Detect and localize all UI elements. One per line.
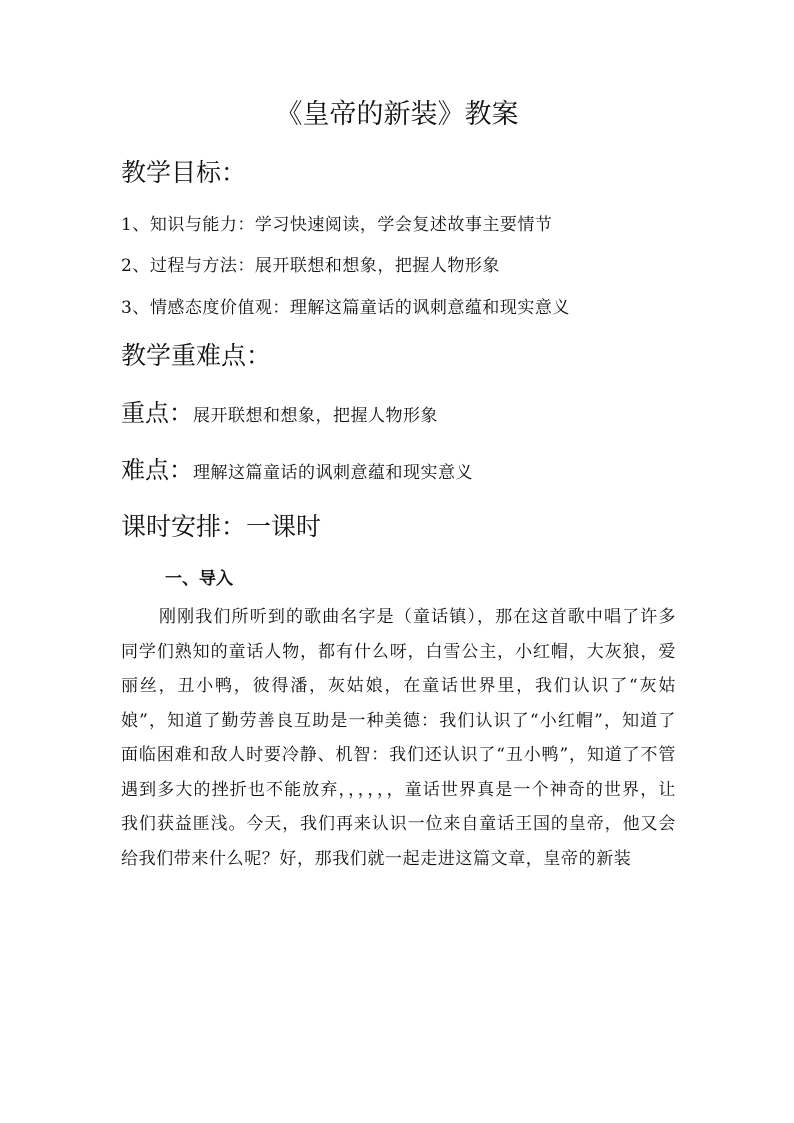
key-points-heading: 教学重难点： [121,341,272,370]
objective-item-2: 2、过程与方法：展开联想和想象，把握人物形象 [121,256,500,276]
objectives-heading: 教学目标： [121,158,247,187]
document-title: 《皇帝的新装》教案 [275,99,519,130]
focus-label: 重点： [121,399,193,427]
focus-row [121,396,438,433]
difficulty-text: 理解这篇童话的讽刺意蕴和现实意义 [193,463,473,483]
schedule-heading: 课时安排：一课时 [121,512,322,541]
intro-section-heading: 一、导入 [165,569,233,589]
objective-item-3: 3、情感态度价值观：理解这篇童话的讽刺意蕴和现实意义 [121,298,570,318]
focus-text: 展开联想和想象，把握人物形象 [193,406,438,426]
difficulty-label: 难点： [121,456,193,484]
objective-item-1: 1、知识与能力：学习快速阅读，学会复述故事主要情节 [121,215,553,235]
difficulty-row [121,453,473,490]
intro-paragraph: 刚刚我们所听到的歌曲名字是（童话镇），那在这首歌中唱了许多同学们熟知的童话人物，都有什么呀，白雪公主，小红帽，大灰狼，爱丽丝，丑小鸭，彼得潘，灰姑娘，在童话世界里，我们认识了“灰姑娘”，知道了勤劳善良互助是一种美德：我们认识了“小红帽”，知道了面临困难和敌人时要冷静、机智：我们还认识了“丑小鸭”，知道了不管遇到多大的挫折也不能放弃，，，，，，童话世界真是一个神奇的世界，让我们获益匪浅。今天，我们再来认识一位来自童话王国的皇帝，他又会给我们带来什么呢？好，那我们就一起走进这篇文章，皇帝的新装 [121,607,676,869]
